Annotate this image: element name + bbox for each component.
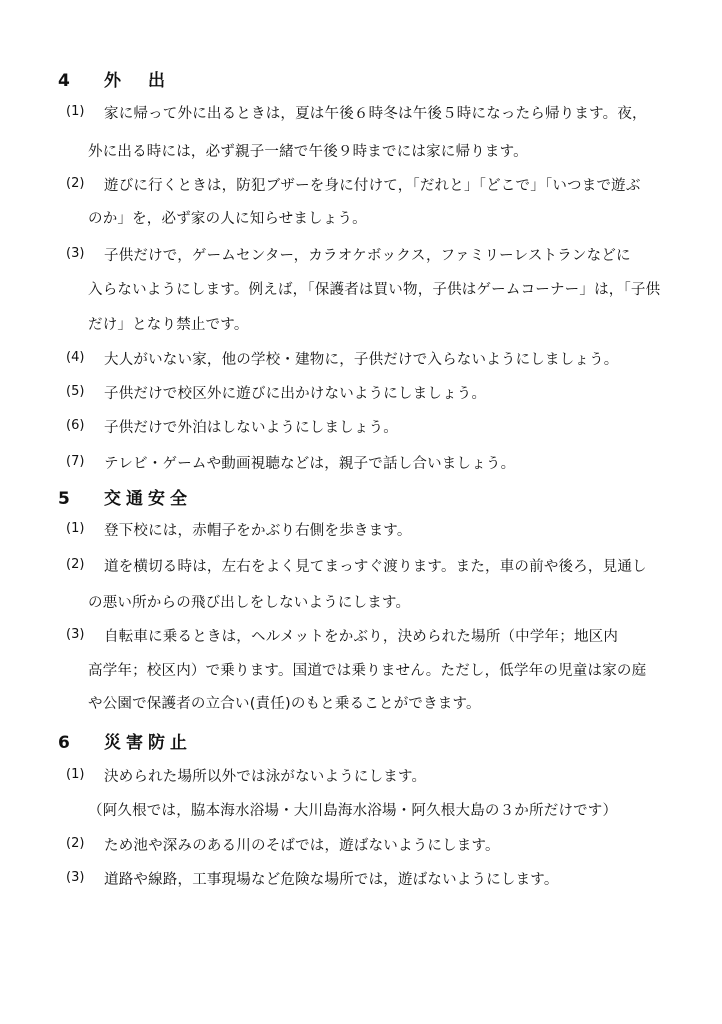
item-marker: (2) [66,176,85,191]
item-marker: (2) [66,836,85,851]
item-marker: (3) [66,246,85,261]
text-line: 外に出る時には，必ず親子一緒で午後９時までには家に帰ります。 [88,144,528,160]
text-line: ため池や深みのある川のそばでは，遊ばないようにします。 [104,838,500,854]
item-marker: (3) [66,627,85,642]
text-line: 入らないようにします。例えば，「保護者は買い物，子供はゲームコーナー」は，「子供 [88,282,661,298]
text-line: 自転車に乗るときは，ヘルメットをかぶり，決められた場所（中学年；地区内 [104,629,619,645]
text-line: や公園で保護者の立合い(責任)のもと乗ることができます。 [88,696,481,712]
item-marker: (5) [66,384,85,399]
text-line: 大人がいない家，他の学校・建物に，子供だけで入らないようにしましょう。 [104,352,619,368]
item-marker: (7) [66,454,85,469]
section-title: 外 出 [104,71,170,91]
text-line: （阿久根では，脇本海水浴場・大川島海水浴場・阿久根大島の３か所だけです） [88,803,618,819]
text-line: 登下校には，赤帽子をかぶり右側を歩きます。 [104,523,412,539]
text-line: テレビ・ゲームや動画視聴などは，親子で話し合いましょう。 [104,456,516,472]
text-line: のか」を，必ず家の人に知らせましょう。 [88,211,367,227]
text-line: 道を横切る時は，左右をよく見てまっすぐ渡ります。また，車の前や後ろ，見通し [104,559,647,575]
item-marker: (1) [66,767,85,782]
section-number: 6 [58,733,70,753]
text-line: 子供だけで外泊はしないようにしましょう。 [104,420,398,436]
text-line: 子供だけで校区外に遊びに出かけないようにしましょう。 [104,386,487,402]
item-marker: (2) [66,557,85,572]
section-number: 4 [58,71,70,91]
item-marker: (1) [66,104,85,119]
section-heading-disaster-prevention [58,728,192,753]
text-line: 道路や線路，工事現場など危険な場所では，遊ばないようにします。 [104,872,559,888]
text-line: 遊びに行くときは，防犯ブザーを身に付けて，「だれと」「どこで」「いつまで遊ぶ [104,178,641,194]
text-line: だけ」となり禁止です。 [88,317,249,333]
text-line: の悪い所からの飛び出しをしないようにします。 [88,595,411,611]
item-marker: (6) [66,418,85,433]
item-marker: (4) [66,350,85,365]
section-title: 交通安全 [104,489,192,509]
text-line: 家に帰って外に出るときは，夏は午後６時冬は午後５時になったら帰ります。夜， [104,106,647,122]
section-heading-traffic-safety [58,484,192,509]
section-heading-outing [58,66,170,91]
text-line: 高学年；校区内）で乗ります。国道では乗りません。ただし，低学年の児童は家の庭 [88,663,647,679]
text-line: 子供だけで，ゲームセンター，カラオケボックス，ファミリーレストランなどに [104,248,631,264]
text-line: 決められた場所以外では泳がないようにします。 [104,769,427,785]
section-title: 災害防止 [104,733,192,753]
item-marker: (1) [66,521,85,536]
item-marker: (3) [66,870,85,885]
section-number: 5 [58,489,70,509]
